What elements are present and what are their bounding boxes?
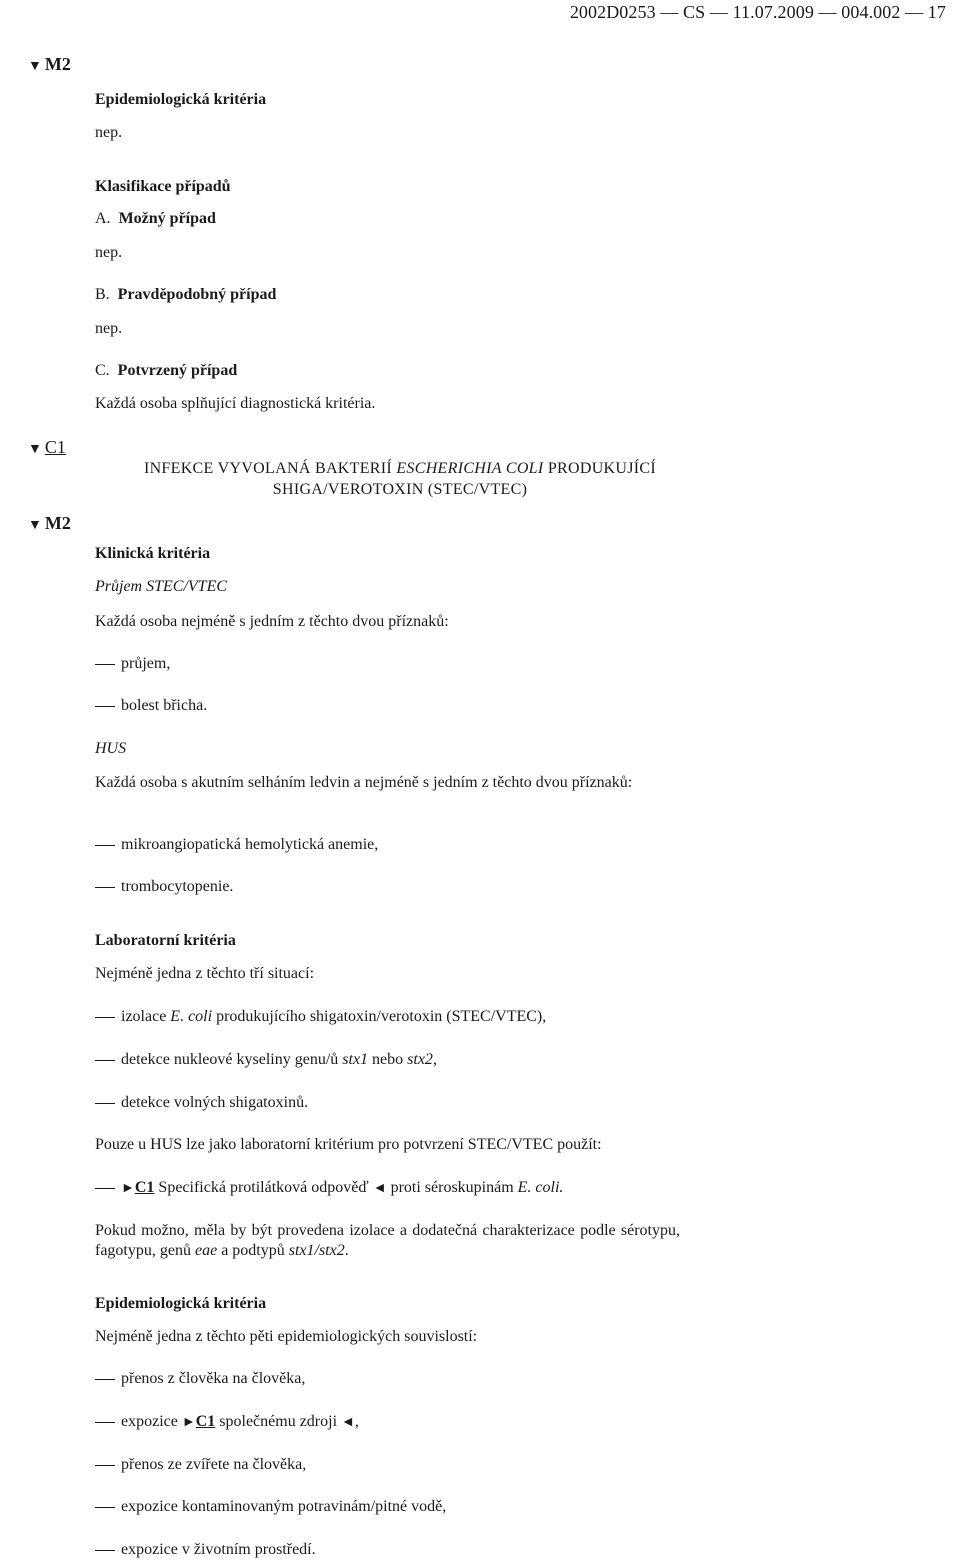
list-item: izolace E. coli produkujícího shigatoxin/verotoxin (STEC/VTEC), bbox=[95, 1007, 546, 1027]
dash-icon bbox=[95, 887, 115, 888]
amendment-marker-m2: ▼ M2 bbox=[28, 513, 71, 533]
insert-end-icon: ◄ bbox=[372, 1181, 387, 1196]
dash-icon bbox=[95, 1017, 115, 1018]
section-heading: Laboratorní kritéria bbox=[95, 932, 236, 949]
amendment-marker-m2: ▼ M2 bbox=[28, 54, 71, 74]
subheading: Průjem STEC/VTEC bbox=[95, 578, 228, 595]
dash-icon bbox=[95, 1507, 115, 1508]
body-text: Každá osoba splňující diagnostická kritéria. bbox=[95, 395, 376, 412]
insert-start-icon: ► bbox=[121, 1181, 135, 1196]
list-item: expozice v životním prostředí. bbox=[95, 1540, 316, 1560]
dash-icon bbox=[95, 1422, 115, 1423]
insert-end-icon: ◄ bbox=[341, 1415, 355, 1430]
section-heading: Epidemiologická kritéria bbox=[95, 91, 267, 108]
list-item: detekce volných shigatoxinů. bbox=[95, 1093, 308, 1113]
body-text: Pouze u HUS lze jako laboratorní kritérium pro potvrzení STEC/VTEC použít: bbox=[95, 1136, 602, 1153]
case-a: A. Možný případ bbox=[95, 210, 216, 227]
doc-date: 11.07.2009 bbox=[732, 2, 814, 22]
disease-title bbox=[95, 458, 705, 500]
header-sep: — bbox=[818, 2, 837, 22]
list-item: expozice ►C1 společnému zdroji ◄, bbox=[95, 1412, 359, 1433]
doc-version: 004.002 bbox=[841, 2, 901, 22]
amendment-code: C1 bbox=[134, 1179, 155, 1196]
body-text: Nejméně jedna z těchto pěti epidemiologických souvislostí: bbox=[95, 1328, 478, 1345]
triangle-down-icon: ▼ bbox=[28, 59, 42, 74]
list-item: ►C1 Specifická protilátková odpověď ◄ proti séroskupinám E. coli. bbox=[95, 1178, 563, 1199]
body-text: Nejméně jedna z těchto tří situací: bbox=[95, 965, 315, 982]
disease-title-line2: SHIGA/VEROTOXIN (STEC/VTEC) bbox=[272, 481, 528, 498]
dash-icon bbox=[95, 1103, 115, 1104]
list-item: přenos z člověka na člověka, bbox=[95, 1369, 305, 1389]
page-header bbox=[570, 2, 946, 22]
dash-icon bbox=[95, 1550, 115, 1551]
list-item: detekce nukleové kyseliny genu/ů stx1 nebo stx2, bbox=[95, 1050, 437, 1070]
section-heading: Klinická kritéria bbox=[95, 545, 211, 562]
page-number: 17 bbox=[927, 2, 946, 22]
body-text: nep. bbox=[95, 320, 123, 337]
list-item: bolest břicha. bbox=[95, 696, 207, 716]
dash-icon bbox=[95, 1060, 115, 1061]
list-item: trombocytopenie. bbox=[95, 877, 233, 897]
case-b: B. Pravděpodobný případ bbox=[95, 286, 277, 303]
dash-icon bbox=[95, 845, 115, 846]
dash-icon bbox=[95, 1188, 115, 1189]
body-text: Pokud možno, měla by být provedena izolace a dodatečná charakterizace podle sérotypu, fagotypu, genů eae a podtypů stx1/stx2. bbox=[95, 1222, 680, 1259]
list-item: expozice kontaminovaným potravinám/pitné vodě, bbox=[95, 1497, 446, 1517]
list-item: přenos ze zvířete na člověka, bbox=[95, 1455, 306, 1475]
header-sep: — bbox=[905, 2, 924, 22]
section-heading: Epidemiologická kritéria bbox=[95, 1295, 267, 1312]
section-heading: Klasifikace případů bbox=[95, 178, 231, 195]
doc-id: 2002D0253 bbox=[569, 2, 656, 22]
subheading: HUS bbox=[95, 740, 127, 757]
body-text: nep. bbox=[95, 244, 123, 261]
triangle-down-icon: ▼ bbox=[28, 442, 42, 457]
case-c: C. Potvrzený případ bbox=[95, 362, 238, 379]
triangle-down-icon: ▼ bbox=[28, 518, 42, 533]
insert-start-icon: ► bbox=[181, 1415, 196, 1430]
disease-title-line1: INFEKCE VYVOLANÁ BAKTERIÍ ESCHERICHIA COLI PRODUKUJÍCÍ bbox=[143, 460, 657, 477]
body-text: Každá osoba s akutním selháním ledvin a nejméně s jedním z těchto dvou příznaků: bbox=[95, 774, 633, 791]
body-text: nep. bbox=[95, 124, 123, 141]
header-sep: — bbox=[709, 2, 728, 22]
doc-lang: CS bbox=[683, 2, 706, 22]
amendment-marker-c1: ▼ C1 bbox=[28, 437, 66, 457]
dash-icon bbox=[95, 1379, 115, 1380]
list-item: mikroangiopatická hemolytická anemie, bbox=[95, 835, 378, 855]
dash-icon bbox=[95, 1465, 115, 1466]
dash-icon bbox=[95, 706, 115, 707]
header-sep: — bbox=[660, 2, 679, 22]
list-item: průjem, bbox=[95, 654, 170, 674]
dash-icon bbox=[95, 664, 115, 665]
body-text: Každá osoba nejméně s jedním z těchto dvou příznaků: bbox=[95, 613, 449, 630]
amendment-code: C1 bbox=[195, 1413, 216, 1430]
